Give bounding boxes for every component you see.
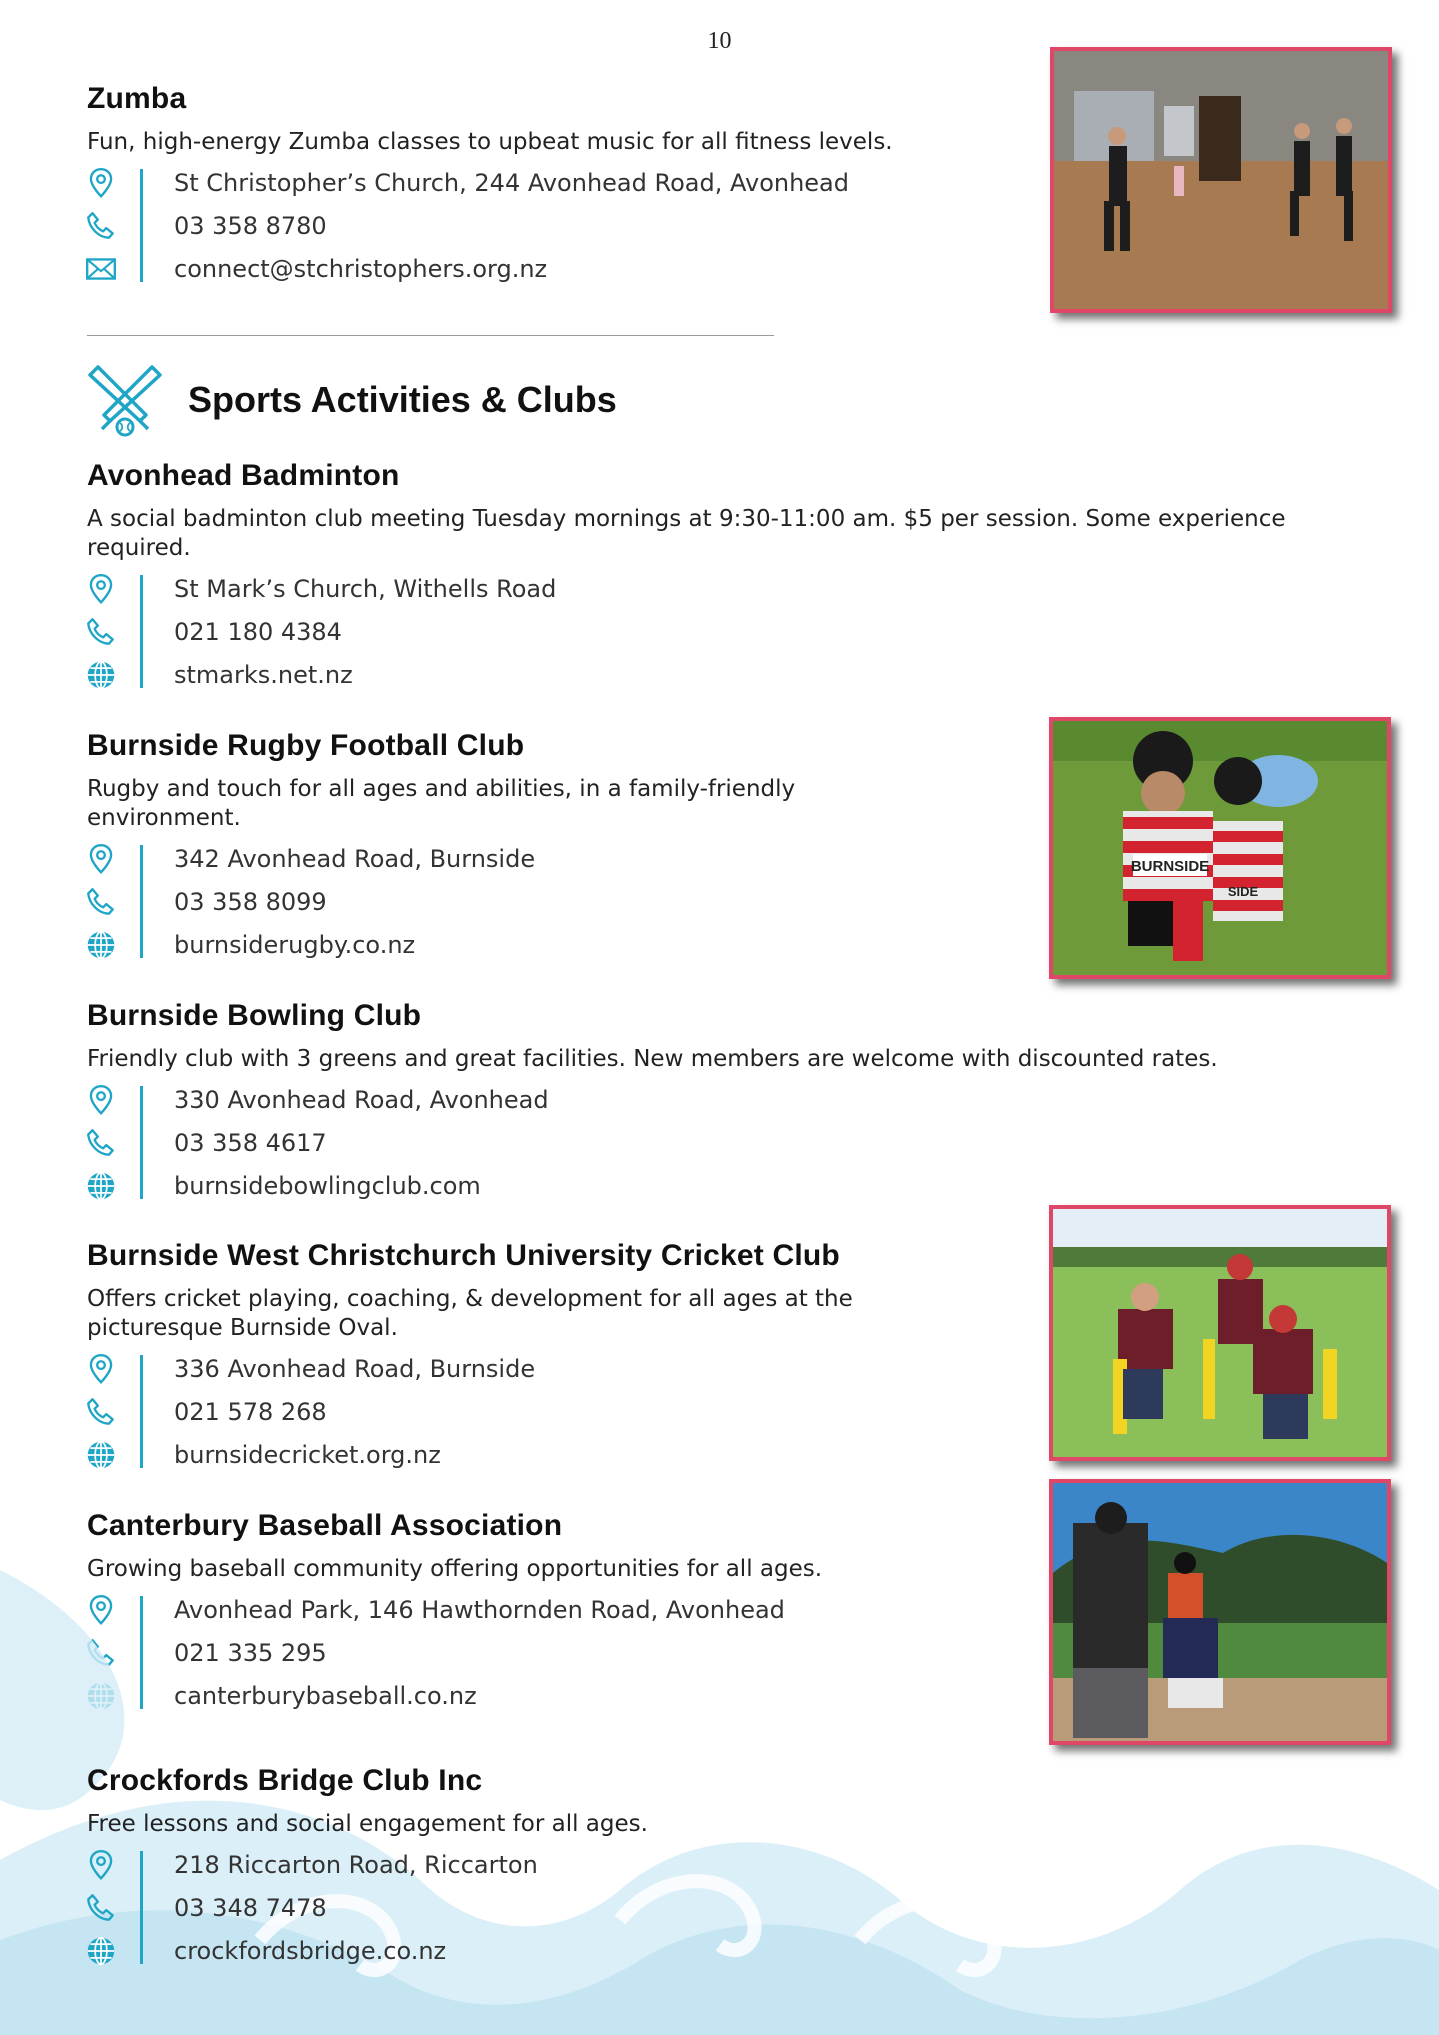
website-link[interactable]: canterburybaseball.co.nz xyxy=(174,1681,477,1710)
phone-row xyxy=(87,610,1297,653)
globe-icon xyxy=(81,925,121,965)
listing-description: Friendly club with 3 greens and great facilities. New members are welcome with discounted rates. xyxy=(87,1046,1218,1072)
phone-row xyxy=(87,1390,887,1433)
divider-line xyxy=(140,1851,143,1964)
listing-crockfords-bridge xyxy=(87,1764,648,1972)
listing-description: Offers cricket playing, coaching, & development for all ages at the picturesque Burnside Oval. xyxy=(87,1286,853,1341)
divider-line xyxy=(140,1086,143,1199)
globe-icon xyxy=(81,655,121,695)
listing-zumba xyxy=(87,82,893,290)
cricket-kids-photo xyxy=(1049,1205,1391,1461)
section-header xyxy=(82,355,617,445)
listing-title: Avonhead Badminton xyxy=(87,459,400,492)
phone-row xyxy=(87,1886,648,1929)
phone-icon xyxy=(81,1888,121,1928)
address-text: 342 Avonhead Road, Burnside xyxy=(174,844,536,873)
phone-icon xyxy=(81,612,121,652)
globe-icon xyxy=(81,1166,121,1206)
phone-text[interactable]: 021 180 4384 xyxy=(174,617,342,646)
listing-description: Free lessons and social engagement for all ages. xyxy=(87,1811,648,1837)
listing-title: Zumba xyxy=(87,82,187,115)
location-pin-icon xyxy=(81,569,121,609)
phone-text[interactable]: 03 348 7478 xyxy=(174,1893,327,1922)
section-title: Sports Activities & Clubs xyxy=(188,379,617,420)
location-pin-icon xyxy=(81,1080,121,1120)
shirt-text: BURNSIDE xyxy=(1130,858,1210,875)
website-row xyxy=(87,1433,887,1476)
location-pin-icon xyxy=(81,839,121,879)
website-link[interactable]: burnsiderugby.co.nz xyxy=(174,930,416,959)
address-text: 336 Avonhead Road, Burnside xyxy=(174,1354,536,1383)
page-number: 10 xyxy=(707,28,732,54)
address-text: 218 Riccarton Road, Riccarton xyxy=(174,1850,538,1879)
phone-icon xyxy=(81,1123,121,1163)
listing-title: Canterbury Baseball Association xyxy=(87,1509,563,1542)
crossed-bats-icon xyxy=(82,355,168,445)
contact-details xyxy=(87,567,1297,696)
contact-details xyxy=(87,161,893,290)
contact-details xyxy=(87,1843,648,1972)
address-row xyxy=(87,1347,887,1390)
phone-row xyxy=(87,1121,1407,1164)
website-link[interactable]: burnsidecricket.org.nz xyxy=(174,1440,441,1469)
listing-title: Burnside Bowling Club xyxy=(87,999,422,1032)
address-text: St Mark’s Church, Withells Road xyxy=(174,574,557,603)
listing-burnside-bowling xyxy=(87,999,1407,1207)
listing-title: Burnside West Christchurch University Cricket Club xyxy=(87,1239,840,1272)
address-row xyxy=(87,837,887,880)
phone-row xyxy=(87,204,893,247)
address-row xyxy=(87,161,893,204)
phone-text[interactable]: 03 358 8099 xyxy=(174,887,327,916)
location-pin-icon xyxy=(81,1845,121,1885)
email-row xyxy=(87,247,893,290)
phone-icon xyxy=(81,1392,121,1432)
phone-text[interactable]: 021 335 295 xyxy=(174,1638,327,1667)
listing-avonhead-badminton xyxy=(87,459,1297,696)
address-row xyxy=(87,1843,648,1886)
shirt-text-2: SIDE xyxy=(1227,884,1259,899)
listing-burnside-rugby xyxy=(87,729,887,966)
address-row xyxy=(87,567,1297,610)
listing-description: Rugby and touch for all ages and abilities, in a family-friendly environment. xyxy=(87,776,796,831)
zumba-class-photo xyxy=(1050,47,1392,313)
globe-icon xyxy=(81,1931,121,1971)
website-link[interactable]: stmarks.net.nz xyxy=(174,660,353,689)
rugby-kids-photo xyxy=(1049,717,1391,979)
phone-text[interactable]: 03 358 8780 xyxy=(174,211,327,240)
baseball-game-photo xyxy=(1049,1479,1391,1745)
listing-description: Growing baseball community offering opportunities for all ages. xyxy=(87,1556,823,1582)
contact-details xyxy=(87,1347,887,1476)
listing-title: Crockfords Bridge Club Inc xyxy=(87,1764,483,1797)
website-row xyxy=(87,923,887,966)
listing-title: Burnside Rugby Football Club xyxy=(87,729,525,762)
listing-description: A social badminton club meeting Tuesday mornings at 9:30-11:00 am. $5 per session. Some experience required. xyxy=(87,506,1286,561)
contact-details xyxy=(87,837,887,966)
contact-details xyxy=(87,1078,1407,1207)
divider-line xyxy=(140,169,143,282)
divider-line xyxy=(140,575,143,688)
location-pin-icon xyxy=(81,163,121,203)
website-row xyxy=(87,653,1297,696)
divider-line xyxy=(140,845,143,958)
email-link[interactable]: connect@stchristophers.org.nz xyxy=(174,254,548,283)
phone-text[interactable]: 03 358 4617 xyxy=(174,1128,327,1157)
address-text: St Christopher’s Church, 244 Avonhead Road, Avonhead xyxy=(174,168,849,197)
website-link[interactable]: crockfordsbridge.co.nz xyxy=(174,1936,447,1965)
website-row xyxy=(87,1164,1407,1207)
phone-row xyxy=(87,880,887,923)
section-divider xyxy=(87,335,774,336)
phone-text[interactable]: 021 578 268 xyxy=(174,1397,327,1426)
phone-icon xyxy=(81,882,121,922)
website-row xyxy=(87,1929,648,1972)
website-link[interactable]: burnsidebowlingclub.com xyxy=(174,1171,481,1200)
listing-description: Fun, high-energy Zumba classes to upbeat music for all fitness levels. xyxy=(87,129,893,155)
location-pin-icon xyxy=(81,1349,121,1389)
address-row xyxy=(87,1078,1407,1121)
envelope-icon xyxy=(81,249,121,289)
phone-icon xyxy=(81,206,121,246)
address-text: 330 Avonhead Road, Avonhead xyxy=(174,1085,549,1114)
listing-burnside-cricket xyxy=(87,1239,887,1476)
address-text: Avonhead Park, 146 Hawthornden Road, Avonhead xyxy=(174,1595,785,1624)
globe-icon xyxy=(81,1435,121,1475)
divider-line xyxy=(140,1355,143,1468)
